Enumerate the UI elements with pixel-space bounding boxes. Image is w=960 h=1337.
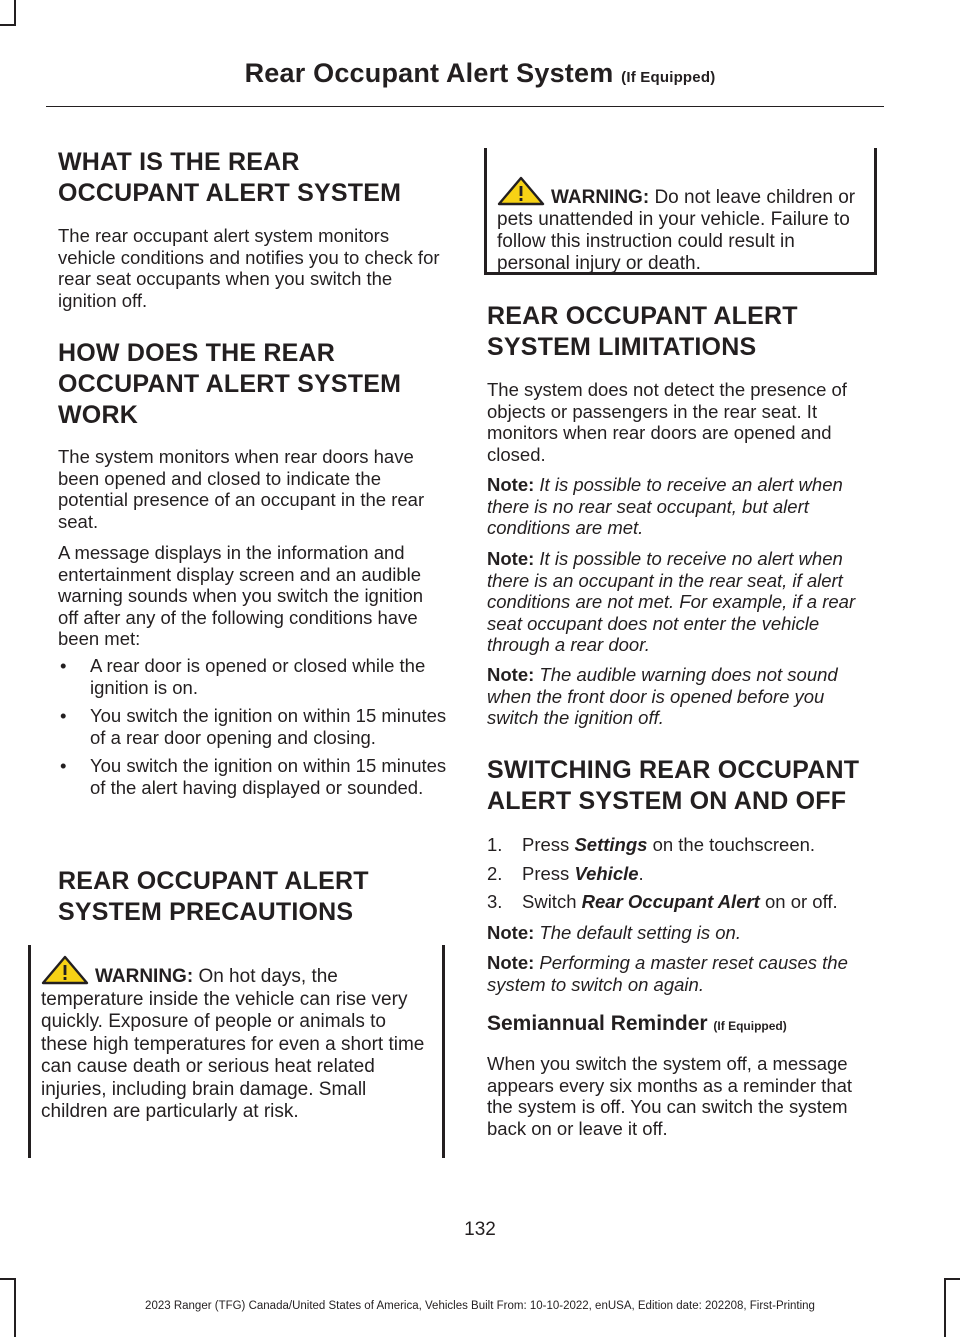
list-item bbox=[487, 891, 877, 913]
paragraph-text: A message displays in the information and entertainment display screen and an audible warning sounds when you switch the ignition off after any of the following conditions have been met: bbox=[58, 542, 424, 649]
note-text: Performing a master reset causes the system to switch on again. bbox=[487, 952, 848, 995]
section-precautions bbox=[58, 866, 448, 928]
conditions-list bbox=[58, 655, 448, 805]
section-heading: WHAT IS THE REAR OCCUPANT ALERT SYSTEM bbox=[58, 148, 402, 207]
note bbox=[487, 952, 877, 995]
section-heading: REAR OCCUPANT ALERT SYSTEM LIMITATIONS bbox=[487, 302, 798, 361]
note-label: Note: bbox=[487, 548, 535, 569]
step-text: on or off. bbox=[764, 891, 838, 912]
paragraph bbox=[58, 225, 448, 311]
note-text: The audible warning does not sound when the front door is opened before you switch the ignition off. bbox=[487, 664, 838, 728]
step-text: on the touchscreen. bbox=[652, 834, 816, 855]
list-item: • You switch the ignition on within 15 minutes of the alert having displayed or sounded. bbox=[58, 755, 448, 798]
step-number: 2. bbox=[487, 862, 503, 884]
warning-triangle-icon bbox=[497, 176, 545, 206]
list-item bbox=[487, 834, 877, 856]
crop-mark bbox=[14, 0, 16, 26]
step-text: . bbox=[638, 862, 644, 884]
paragraph-text: The system monitors when rear doors have been opened and closed to indicate the potential presence of an occupant in the rear seat. bbox=[58, 446, 425, 532]
section-switching bbox=[487, 755, 877, 817]
note bbox=[487, 548, 877, 656]
warning-box bbox=[28, 945, 445, 1158]
steps-list bbox=[487, 834, 877, 920]
note-label: Note: bbox=[487, 474, 535, 495]
note bbox=[487, 922, 877, 944]
step-number: 1. bbox=[487, 834, 503, 855]
menu-setting-name: Settings bbox=[574, 834, 648, 855]
paragraph-text: When you switch the system off, a message appears every six months as a reminder that the system is off. You can switch the system back on or leave it off. bbox=[487, 1053, 853, 1139]
header-rule bbox=[46, 106, 884, 107]
note-label: Note: bbox=[487, 952, 535, 973]
list-item bbox=[487, 863, 877, 885]
section-limitations bbox=[487, 301, 877, 363]
section-heading: HOW DOES THE REAR OCCUPANT ALERT SYSTEM WORK bbox=[58, 339, 402, 429]
crop-mark bbox=[0, 1278, 16, 1280]
crop-mark bbox=[944, 1278, 960, 1280]
menu-setting-name: Rear Occupant Alert bbox=[581, 891, 760, 912]
subsection-heading: Semiannual Reminder bbox=[487, 1012, 708, 1035]
warning-label: WARNING: bbox=[551, 187, 650, 208]
note-label: Note: bbox=[487, 922, 535, 943]
paragraph bbox=[58, 542, 448, 650]
menu-setting-name: Vehicle bbox=[574, 862, 639, 884]
warning-label: WARNING: bbox=[95, 966, 194, 987]
page-title bbox=[0, 58, 960, 89]
section-heading: REAR OCCUPANT ALERT SYSTEM PRECAUTIONS bbox=[58, 867, 369, 926]
paragraph-text: The rear occupant alert system monitors vehicle conditions and notifies you to check for rear seat occupants when you switch the ignition off. bbox=[58, 225, 440, 311]
subsection-qualifier: (If Equipped) bbox=[713, 1019, 787, 1033]
list-item: • A rear door is opened or closed while the ignition is on. bbox=[58, 655, 448, 698]
section-heading: SWITCHING REAR OCCUPANT ALERT SYSTEM ON AND OFF bbox=[487, 756, 860, 815]
note-text: It is possible to receive no alert when there is an occupant in the rear seat, if alert conditions are not met. For example, if a rear seat occupant does not enter the vehicle through a rear door. bbox=[487, 548, 856, 655]
footer-edition-line: 2023 Ranger (TFG) Canada/United States of America, Vehicles Built From: 10-10-2022, enUSA, Edition date: 202208, First-Printing bbox=[145, 1300, 815, 1312]
warning-box bbox=[484, 148, 877, 275]
paragraph bbox=[487, 379, 877, 465]
note-text: It is possible to receive an alert when there is no rear seat occupant, but alert conditions are met. bbox=[487, 474, 843, 538]
paragraph bbox=[487, 1053, 877, 1139]
warning-text: On hot days, the temperature inside the vehicle can rise very quickly. Exposure of people or animals to these high temperatures for even a short time can cause death or serious heat related injuries, including brain damage. Small children are particularly at risk. bbox=[41, 966, 425, 1122]
step-text: Switch bbox=[522, 891, 577, 912]
step-text: Press bbox=[522, 834, 570, 855]
section-how-it-works bbox=[58, 338, 448, 431]
step-text: Press bbox=[522, 862, 570, 884]
subsection-reminder bbox=[487, 1010, 877, 1040]
paragraph bbox=[58, 446, 448, 532]
note bbox=[487, 474, 877, 539]
step-number: 3. bbox=[487, 891, 503, 912]
crop-mark bbox=[0, 24, 16, 26]
page-title-text: Rear Occupant Alert System bbox=[244, 58, 614, 88]
warning-triangle-icon bbox=[41, 955, 89, 985]
note-label: Note: bbox=[487, 664, 535, 685]
page-title-qualifier: (If Equipped) bbox=[621, 69, 716, 86]
section-what-is bbox=[58, 147, 448, 209]
list-item: • You switch the ignition on within 15 minutes of a rear door opening and closing. bbox=[58, 705, 448, 748]
page-number: 132 bbox=[464, 1219, 496, 1240]
warning-text: Do not leave children or pets unattended in your vehicle. Failure to follow this instruction could result in personal injury or death. bbox=[497, 187, 856, 274]
note-text: The default setting is on. bbox=[539, 922, 741, 943]
note bbox=[487, 664, 877, 729]
paragraph-text: The system does not detect the presence of objects or passengers in the rear seat. It monitors when rear doors are opened and closed. bbox=[487, 379, 847, 465]
